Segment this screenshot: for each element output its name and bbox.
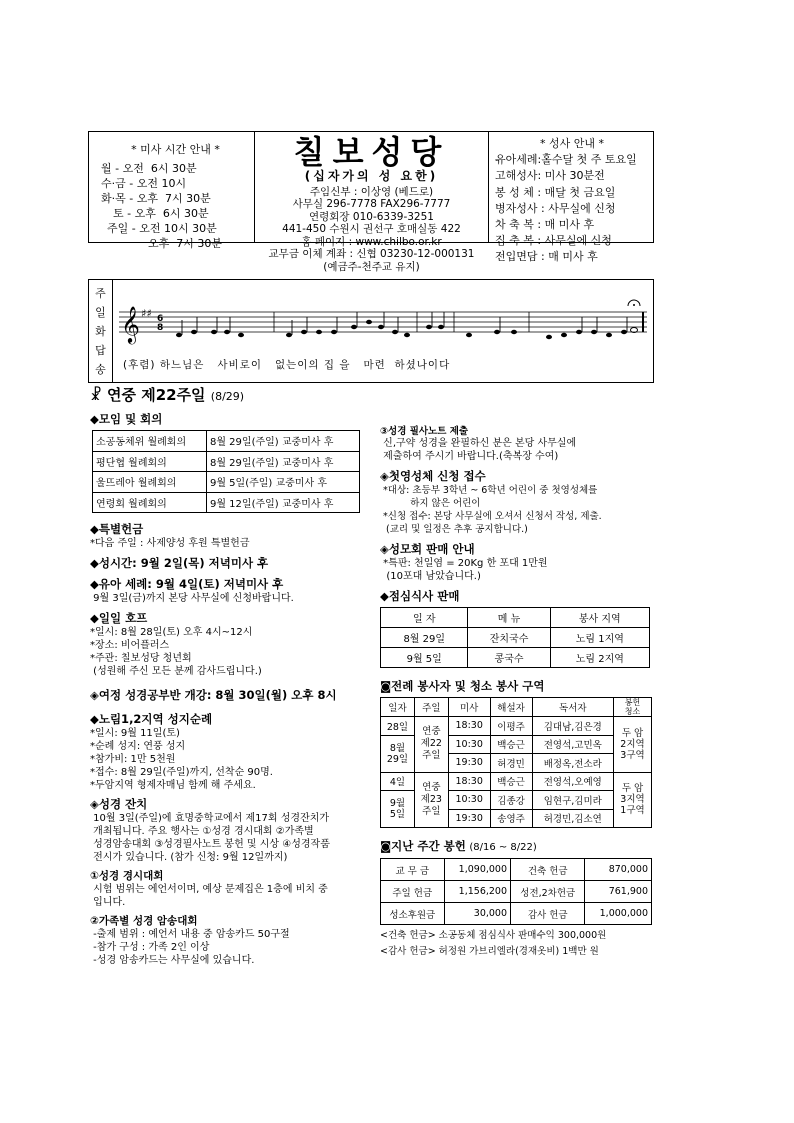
table-cell: 19:30 bbox=[448, 754, 490, 773]
table-cell: 주일 헌금 bbox=[381, 881, 445, 903]
table-cell: 9월 5일 bbox=[381, 791, 415, 828]
sacrament-row: 봉 성 체 : 매달 첫 금요일 bbox=[495, 185, 616, 199]
table-cell: 761,900 bbox=[585, 881, 652, 903]
table-cell: 김대남,김은경 bbox=[532, 717, 613, 736]
table-cell: 9월 5일 bbox=[381, 648, 468, 668]
sale-text: *특판: 천일염 = 20Kg 한 포대 1만원 (10포대 남았습니다.) bbox=[383, 558, 548, 582]
table-row bbox=[93, 451, 360, 472]
table-cell: 30,000 bbox=[444, 903, 511, 925]
table-cell: 전영석,오예영 bbox=[532, 772, 613, 791]
church-info bbox=[255, 132, 489, 273]
lunch-table bbox=[380, 607, 650, 668]
table-cell: 소공동체위 월례회의 bbox=[93, 431, 207, 452]
sacrament-row: 전입면담 : 매 미사 후 bbox=[495, 250, 598, 264]
table-row bbox=[381, 772, 652, 791]
table-header: 일 자 bbox=[381, 608, 468, 628]
table-cell: 평단협 월례회의 bbox=[93, 451, 207, 472]
table-cell: 콩국수 bbox=[468, 648, 550, 668]
svg-text:♯♯: ♯♯ bbox=[141, 307, 152, 320]
table-header: 일자 bbox=[381, 698, 415, 717]
table-cell: 9월 5일(주일) 교중미사 후 bbox=[206, 472, 359, 493]
left-column bbox=[90, 411, 370, 967]
table-header-row bbox=[381, 608, 650, 628]
sacrament-row: 유아세례:홀수달 첫 주 토요일 bbox=[495, 153, 637, 167]
table-cell: 9월 12일(주일) 교중미사 후 bbox=[206, 492, 359, 513]
pilgrimage-title: ◆노림1,2지역 성지순례 bbox=[90, 712, 213, 726]
lunch-title: ◆점심식사 판매 bbox=[380, 589, 460, 603]
church-line: (예금주-천주교 유지) bbox=[323, 260, 420, 273]
table-cell: 전영석,고민옥 bbox=[532, 735, 613, 754]
bible-quiz-title: ①성경 경시대회 bbox=[90, 870, 164, 882]
table-cell: 성소후원금 bbox=[381, 903, 445, 925]
table-cell: 4일 bbox=[381, 772, 415, 791]
table-cell: 8월 29일 bbox=[381, 628, 468, 648]
mass-row: 토 - 오후 6시 30분 bbox=[113, 207, 209, 220]
side-char: 일 bbox=[95, 306, 106, 320]
table-row bbox=[381, 881, 652, 903]
bible-note-text: 신,구약 성경을 완필하신 분은 본당 사무실에 제출하여 주시기 바랍니다.(축복장 수여) bbox=[383, 438, 577, 462]
sacrament-row: 병자성사 : 사무실에 신청 bbox=[495, 201, 616, 215]
table-cell: 허경민,김소연 bbox=[532, 809, 613, 828]
mass-schedule-title: * 미사 시간 안내 * bbox=[131, 143, 220, 156]
recitation-text: -출제 범위 : 예언서 내용 중 암송카드 50구절 -참가 구성 : 가족 2인 이상 -성경 암송카드는 사무실에 있습니다. bbox=[93, 929, 290, 966]
first-communion-title: ◈첫영성체 신청 접수 bbox=[380, 469, 486, 483]
offering-date: (8/16 ~ 8/22) bbox=[469, 842, 537, 853]
table-cell: 8월 29일(주일) 교중미사 후 bbox=[206, 451, 359, 472]
table-cell: 건축 헌금 bbox=[511, 859, 585, 881]
table-header: 미사 bbox=[448, 698, 490, 717]
table-cell: 1,090,000 bbox=[444, 859, 511, 881]
sacrament-title: * 성사 안내 * bbox=[540, 137, 604, 150]
table-cell: 성전,2차헌금 bbox=[511, 881, 585, 903]
bible-feast-text: 10월 3일(주일)에 효명중학교에서 제17회 성경잔치가 개최됩니다. 주요 행사는 ①성경 경시대회 ②가족별 성경암송대회 ③성경필사노트 봉헌 및 시상 ④성경작품 전시가 있습니다. (참가 신청: 9월 12일까지) bbox=[93, 813, 330, 863]
svg-text:8: 8 bbox=[157, 323, 164, 333]
table-cell: 교 무 금 bbox=[381, 859, 445, 881]
church-line: 441-450 수원시 권선구 호매실동 422 bbox=[282, 223, 461, 235]
table-cell: 노림 1지역 bbox=[550, 628, 649, 648]
bible-study: ◈여정 성경공부반 개강: 8월 30일(월) 오후 8시 bbox=[90, 688, 337, 702]
table-row bbox=[93, 492, 360, 513]
table-cell: 연중 제23 주일 bbox=[414, 772, 448, 828]
table-header-row bbox=[381, 698, 652, 717]
table-cell: 노림 2지역 bbox=[550, 648, 649, 668]
right-column bbox=[380, 423, 670, 958]
psalm-lyrics: (후렴) 하느님은 사비로이 없는이의 집 을 마련 하셨나이다 bbox=[123, 359, 451, 371]
bible-quiz-text: 시험 범위는 에언서이며, 예상 문제집은 1층에 비치 중 입니다. bbox=[93, 884, 328, 908]
table-row bbox=[381, 859, 652, 881]
table-cell: 두 암 3지역 1구역 bbox=[614, 772, 652, 828]
table-cell: 10:30 bbox=[448, 791, 490, 810]
table-cell: 1,000,000 bbox=[585, 903, 652, 925]
table-cell: 감사 헌금 bbox=[511, 903, 585, 925]
table-cell: 허경민 bbox=[490, 754, 532, 773]
meetings-title: ◆모임 및 회의 bbox=[90, 412, 163, 426]
table-cell: 연중 제22 주일 bbox=[414, 717, 448, 773]
mass-row: 주일 - 오전 10시 30분 bbox=[107, 222, 217, 235]
sacrament-info bbox=[489, 132, 653, 264]
table-cell: 18:30 bbox=[448, 717, 490, 736]
mass-row: 화·목 - 오후 7시 30분 bbox=[101, 192, 211, 205]
church-line: 교무금 이체 계좌 : 신협 03230-12-000131 bbox=[268, 248, 475, 260]
meetings-table bbox=[92, 430, 360, 513]
mass-row: 오후 7시 30분 bbox=[148, 237, 222, 250]
special-offering-title: ◆특별헌금 bbox=[90, 522, 144, 536]
baptism-title: ◆유아 세례: 9월 4일(토) 저녁미사 후 bbox=[90, 577, 284, 591]
table-cell: 10:30 bbox=[448, 735, 490, 754]
baptism-text: 9월 3일(금)까지 본당 사무실에 신청바랍니다. bbox=[90, 593, 294, 604]
table-cell: 배정옥,전소라 bbox=[532, 754, 613, 773]
church-homepage: 홈 페이지 : www.chilbo.or.kr bbox=[301, 235, 442, 248]
table-header: 주일 bbox=[414, 698, 448, 717]
table-cell: 두 암 2지역 3구역 bbox=[614, 717, 652, 773]
table-cell: 송영주 bbox=[490, 809, 532, 828]
church-line: 사무실 296-7778 FAX296-7777 bbox=[292, 198, 451, 210]
first-communion-text: *대상: 초등부 3학년 ~ 6학년 어린이 중 첫영성체를 하지 않은 어린이 *신청 접수: 본당 사무실에 오셔서 신청서 작성, 제출. (교리 및 일정은 추후 공지합니다.) bbox=[383, 485, 602, 535]
table-cell: 18:30 bbox=[448, 772, 490, 791]
table-row bbox=[381, 717, 652, 736]
table-row bbox=[93, 472, 360, 493]
service-table bbox=[380, 697, 652, 828]
table-cell: 임현구,김미라 bbox=[532, 791, 613, 810]
sunday-title bbox=[90, 384, 244, 405]
music-staff bbox=[119, 290, 649, 352]
sacrament-row: 차 축 복 : 매 미사 후 bbox=[495, 218, 595, 232]
holy-hour: ◆성시간: 9월 2일(목) 저녁미사 후 bbox=[90, 556, 269, 570]
psalm-side-label bbox=[89, 280, 113, 382]
responsorial-psalm bbox=[88, 279, 654, 383]
offering-note: <건축 헌금> 소공동체 점심식사 판매수익 300,000원 bbox=[380, 930, 607, 941]
table-cell: 19:30 bbox=[448, 809, 490, 828]
side-char: 주 bbox=[95, 287, 106, 301]
day-hof-text: *일시: 8월 28일(토) 오후 4시~12시 *장소: 비어플러스 *주관: 칠보성당 청년회 (성원해 주신 모든 분께 감사드립니다.) bbox=[90, 627, 262, 677]
bible-feast-title: ◈성경 잔치 bbox=[90, 797, 148, 811]
table-cell: 백승근 bbox=[490, 772, 532, 791]
table-row bbox=[381, 648, 650, 668]
church-subtitle: (십자가의 성 요한) bbox=[304, 169, 439, 183]
sale-title: ◈성모회 판매 안내 bbox=[380, 542, 475, 556]
church-name: 칠보성당 bbox=[293, 133, 450, 171]
offering-title: ◙지난 주간 봉헌 bbox=[380, 839, 466, 853]
bible-note-title: ③성경 필사노트 제출 bbox=[380, 426, 469, 437]
table-cell: 연령회 월례회의 bbox=[93, 492, 207, 513]
side-char: 답 bbox=[95, 343, 106, 357]
service-title: ◙전례 봉사자 및 청소 봉사 구역 bbox=[380, 679, 545, 693]
church-line: 연령회장 010-6339-3251 bbox=[309, 210, 434, 223]
table-cell: 8월 29일(주일) 교중미사 후 bbox=[206, 431, 359, 452]
special-offering-text: *다음 주일 : 사제양성 후원 특별헌금 bbox=[90, 538, 250, 549]
recitation-title: ②가족별 성경 암송대회 bbox=[90, 915, 198, 927]
side-char: 화 bbox=[95, 324, 106, 338]
offering-note: <감사 헌금> 허정원 가브리엘라(경재옷비) 1백만 원 bbox=[380, 946, 599, 957]
mass-schedule bbox=[89, 132, 255, 250]
table-cell: 이평주 bbox=[490, 717, 532, 736]
svg-text:6: 6 bbox=[157, 314, 164, 324]
offering-table bbox=[380, 858, 652, 925]
pilgrimage-text: *일시: 9월 11일(토) *순례 성지: 연풍 성지 *참가비: 1만 5천원 *접수: 8월 29일(주일)까지, 선착순 90명. *두암지역 형제자매님 함께 해 주세요. bbox=[90, 728, 273, 791]
table-cell: 김종강 bbox=[490, 791, 532, 810]
bulletin-header bbox=[88, 131, 654, 273]
table-cell: 8월 29일 bbox=[381, 735, 415, 772]
side-char: 송 bbox=[95, 362, 106, 376]
table-row bbox=[381, 628, 650, 648]
mass-row: 수·금 - 오전 10시 bbox=[101, 177, 187, 190]
table-cell: 백승근 bbox=[490, 735, 532, 754]
table-header: 봉헌 청소 bbox=[614, 698, 652, 717]
table-cell: 1,156,200 bbox=[444, 881, 511, 903]
table-header: 봉사 지역 bbox=[550, 608, 649, 628]
chi-rho-icon: ☧ bbox=[90, 386, 102, 404]
sunday-name: 연중 제22주일 bbox=[107, 386, 206, 404]
table-cell: 잔치국수 bbox=[468, 628, 550, 648]
sacrament-row: 고해성사: 미사 30분전 bbox=[495, 169, 605, 183]
day-hof-title: ◆일일 호프 bbox=[90, 611, 148, 625]
table-header: 해설자 bbox=[490, 698, 532, 717]
table-row bbox=[381, 903, 652, 925]
mass-row: 월 - 오전 6시 30분 bbox=[101, 162, 197, 175]
table-row bbox=[93, 431, 360, 452]
table-cell: 울뜨레아 월례회의 bbox=[93, 472, 207, 493]
table-cell: 870,000 bbox=[585, 859, 652, 881]
sacrament-row: 집 축 복 : 사무실에 신청 bbox=[495, 234, 612, 248]
table-header: 메 뉴 bbox=[468, 608, 550, 628]
offering-heading bbox=[380, 838, 670, 854]
sunday-date: (8/29) bbox=[210, 390, 245, 403]
table-cell: 28일 bbox=[381, 717, 415, 736]
table-header: 독서자 bbox=[532, 698, 613, 717]
church-line: 주임신부 : 이상영 (베드로) bbox=[309, 185, 434, 198]
svg-text:𝄞: 𝄞 bbox=[121, 305, 140, 343]
